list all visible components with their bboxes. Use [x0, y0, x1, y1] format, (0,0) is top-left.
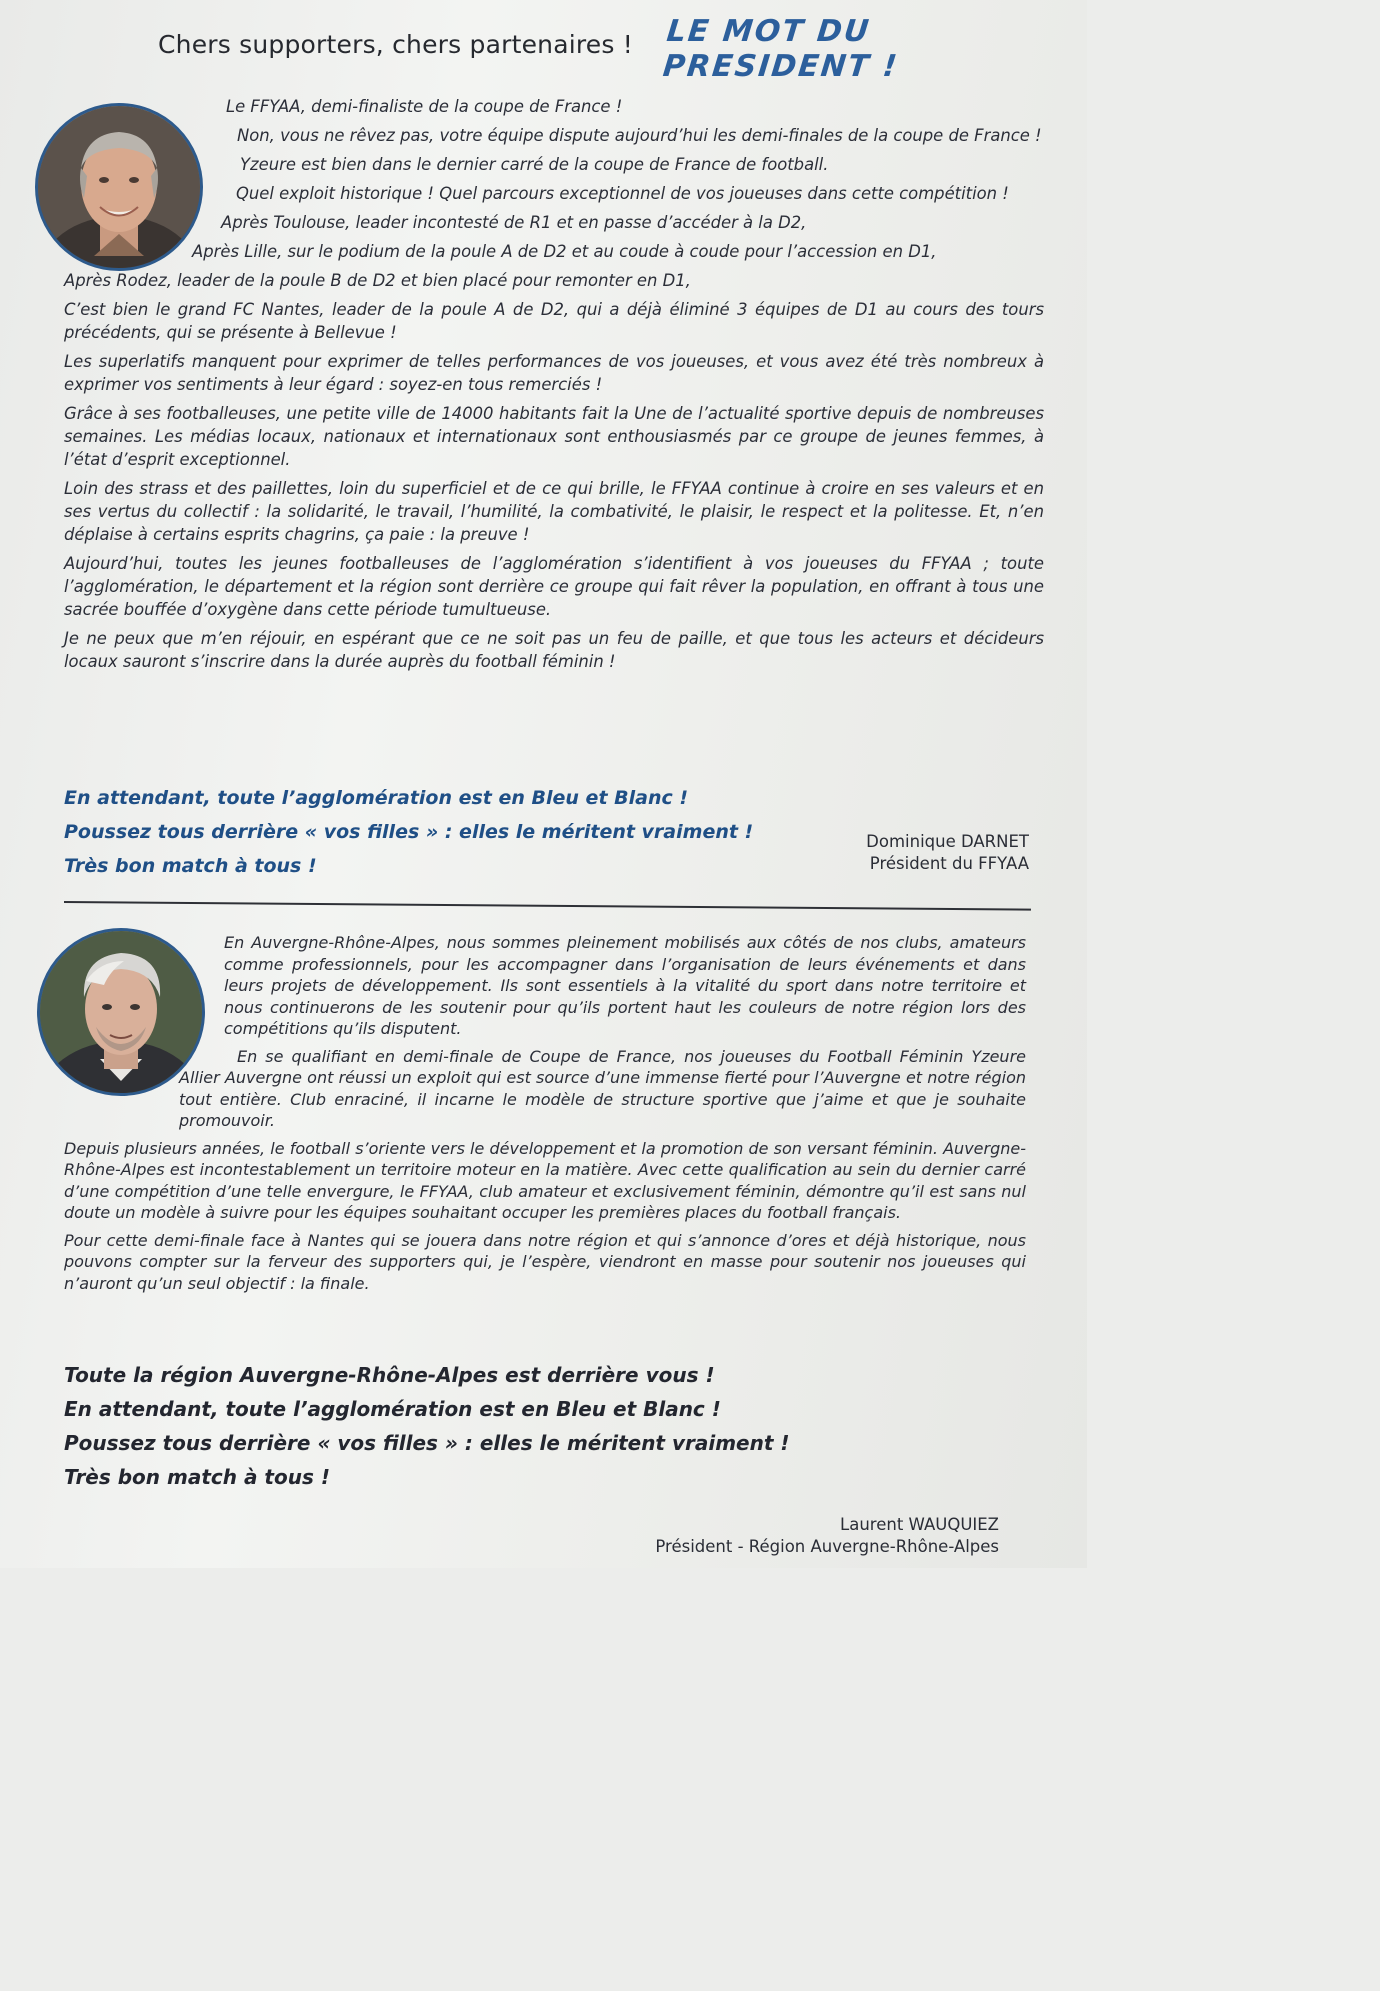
signature-name: Dominique DARNET [866, 832, 1029, 851]
closing-statement-region [64, 1358, 790, 1494]
closing-statement-ffyaa [64, 781, 753, 883]
president-letter-region [64, 932, 1026, 1300]
letter-paragraph: Après Toulouse, leader incontesté de R1 et en passe d’accéder à la D2, [221, 213, 807, 232]
closing-line: Très bon match à tous ! [64, 1465, 330, 1489]
signature-role: Président du FFYAA [869, 854, 1029, 873]
letter-paragraph: Après Lille, sur le podium de la poule A de D2 et au coude à coude pour l’accession en D1, [192, 242, 937, 261]
signature-region [655, 1514, 999, 1558]
signature-name: Laurent WAUQUIEZ [840, 1515, 999, 1534]
letter-paragraph: C’est bien le grand FC Nantes, leader de la poule A de D2, qui a déjà éliminé 3 équipes de D1 au cours des tours précédents, qui se présente à Bellevue ! [64, 300, 1044, 342]
closing-line: Poussez tous derrière « vos filles » : elles le méritent vraiment ! [64, 1431, 790, 1455]
signature-role: Président - Région Auvergne-Rhône-Alpes [655, 1537, 999, 1556]
letter-paragraph: Les superlatifs manquent pour exprimer de telles performances de vos joueuses, et vous avez été très nombreux à exprimer vos sentiments à leur égard : soyez-en tous remerciés ! [64, 352, 1044, 394]
letter-paragraph: Grâce à ses footballeuses, une petite ville de 14000 habitants fait la Une de l’actualité sportive depuis de nombreuses semaines. Les médias locaux, nationaux et internationaux sont enthousiasmés par ce groupe de jeunes femmes, à l’état d’esprit exceptionnel. [64, 404, 1044, 469]
letter-paragraph: Yzeure est bien dans le dernier carré de la coupe de France de football. [240, 155, 829, 174]
closing-line: Toute la région Auvergne-Rhône-Alpes est derrière vous ! [64, 1363, 715, 1387]
closing-line: En attendant, toute l’agglomération est en Bleu et Blanc ! [64, 1397, 721, 1421]
page-title: LE MOT DU PRESIDENT ! [661, 14, 901, 84]
president-letter-ffyaa [64, 95, 1044, 679]
letter-paragraph: Depuis plusieurs années, le football s’oriente vers le développement et la promotion de son versant féminin. Auvergne-Rhône-Alpes est incontestablement un territoire moteur en la matière. Avec cette qualification au sein du dernier carré d’une compétition d’une telle envergure, le FFYAA, club amateur et exclusivement féminin, démontre qu’il est sans nul doute un modèle à suivre pour les équipes souhaitant occuper les premières places du football français. [64, 1138, 1026, 1222]
page-header [150, 12, 1070, 84]
letter-paragraph: Aujourd’hui, toutes les jeunes footballeuses de l’agglomération s’identifient à vos joueuses du FFYAA ; toute l’agglomération, le département et la région sont derrière ce groupe qui fait rêver la population, en offrant à tous une sacrée bouffée d’oxygène dans cette période tumultueuse. [64, 554, 1044, 619]
section-divider [64, 901, 1031, 911]
closing-line: Poussez tous derrière « vos filles » : elles le méritent vraiment ! [64, 821, 754, 843]
closing-line: En attendant, toute l’agglomération est en Bleu et Blanc ! [64, 787, 689, 809]
letter-paragraph: Après Rodez, leader de la poule B de D2 et bien placé pour remonter en D1, [64, 271, 691, 290]
letter-paragraph: En se qualifiant en demi-finale de Coupe de France, nos joueuses du Football Féminin Yzeure Allier Auvergne ont réussi un exploit qui est source d’une immense fierté pour l’Auvergne et notre région tout entière. Club enraciné, il incarne le modèle de structure sportive que j’aime et que je souhaite promouvoir. [179, 1046, 1026, 1130]
letter-paragraph: Non, vous ne rêvez pas, votre équipe dispute aujourd’hui les demi-finales de la coupe de France ! [237, 126, 1042, 145]
greeting-heading: Chers supporters, chers partenaires ! [158, 30, 633, 59]
letter-paragraph: Le FFYAA, demi-finaliste de la coupe de France ! [226, 97, 623, 116]
letter-paragraph: En Auvergne-Rhône-Alpes, nous sommes pleinement mobilisés aux côtés de nos clubs, amateurs comme professionnels, pour les accompagner dans l’organisation de leurs événements et dans leurs projets de développement. Ils sont essentiels à la vitalité du sport dans notre territoire et nous continuerons de les soutenir pour qu’ils portent haut les couleurs de notre région lors des compétitions qu’ils disputent. [224, 933, 1026, 1038]
letter-paragraph: Pour cette demi-finale face à Nantes qui se jouera dans notre région et qui s’annonce d’ores et déjà historique, nous pouvons compter sur la ferveur des supporters qui, je l’espère, viendront en masse pour soutenir nos joueuses qui n’auront qu’un seul objectif : la finale. [64, 1230, 1026, 1293]
letter-paragraph: Loin des strass et des paillettes, loin du superficiel et de ce qui brille, le FFYAA continue à croire en ses valeurs et en ses vertus du collectif : la solidarité, le travail, l’humilité, la combativité, le plaisir, le respect et la politesse. Et, n’en déplaise à certains esprits chagrins, ça paie : la preuve ! [64, 479, 1044, 544]
letter-paragraph: Je ne peux que m’en réjouir, en espérant que ce ne soit pas un feu de paille, et que tous les acteurs et décideurs locaux sauront s’inscrire dans la durée auprès du football féminin ! [64, 629, 1044, 671]
letter-paragraph: Quel exploit historique ! Quel parcours exceptionnel de vos joueuses dans cette compétition ! [236, 184, 1009, 203]
signature-ffyaa [866, 831, 1029, 875]
closing-line: Très bon match à tous ! [64, 855, 317, 877]
